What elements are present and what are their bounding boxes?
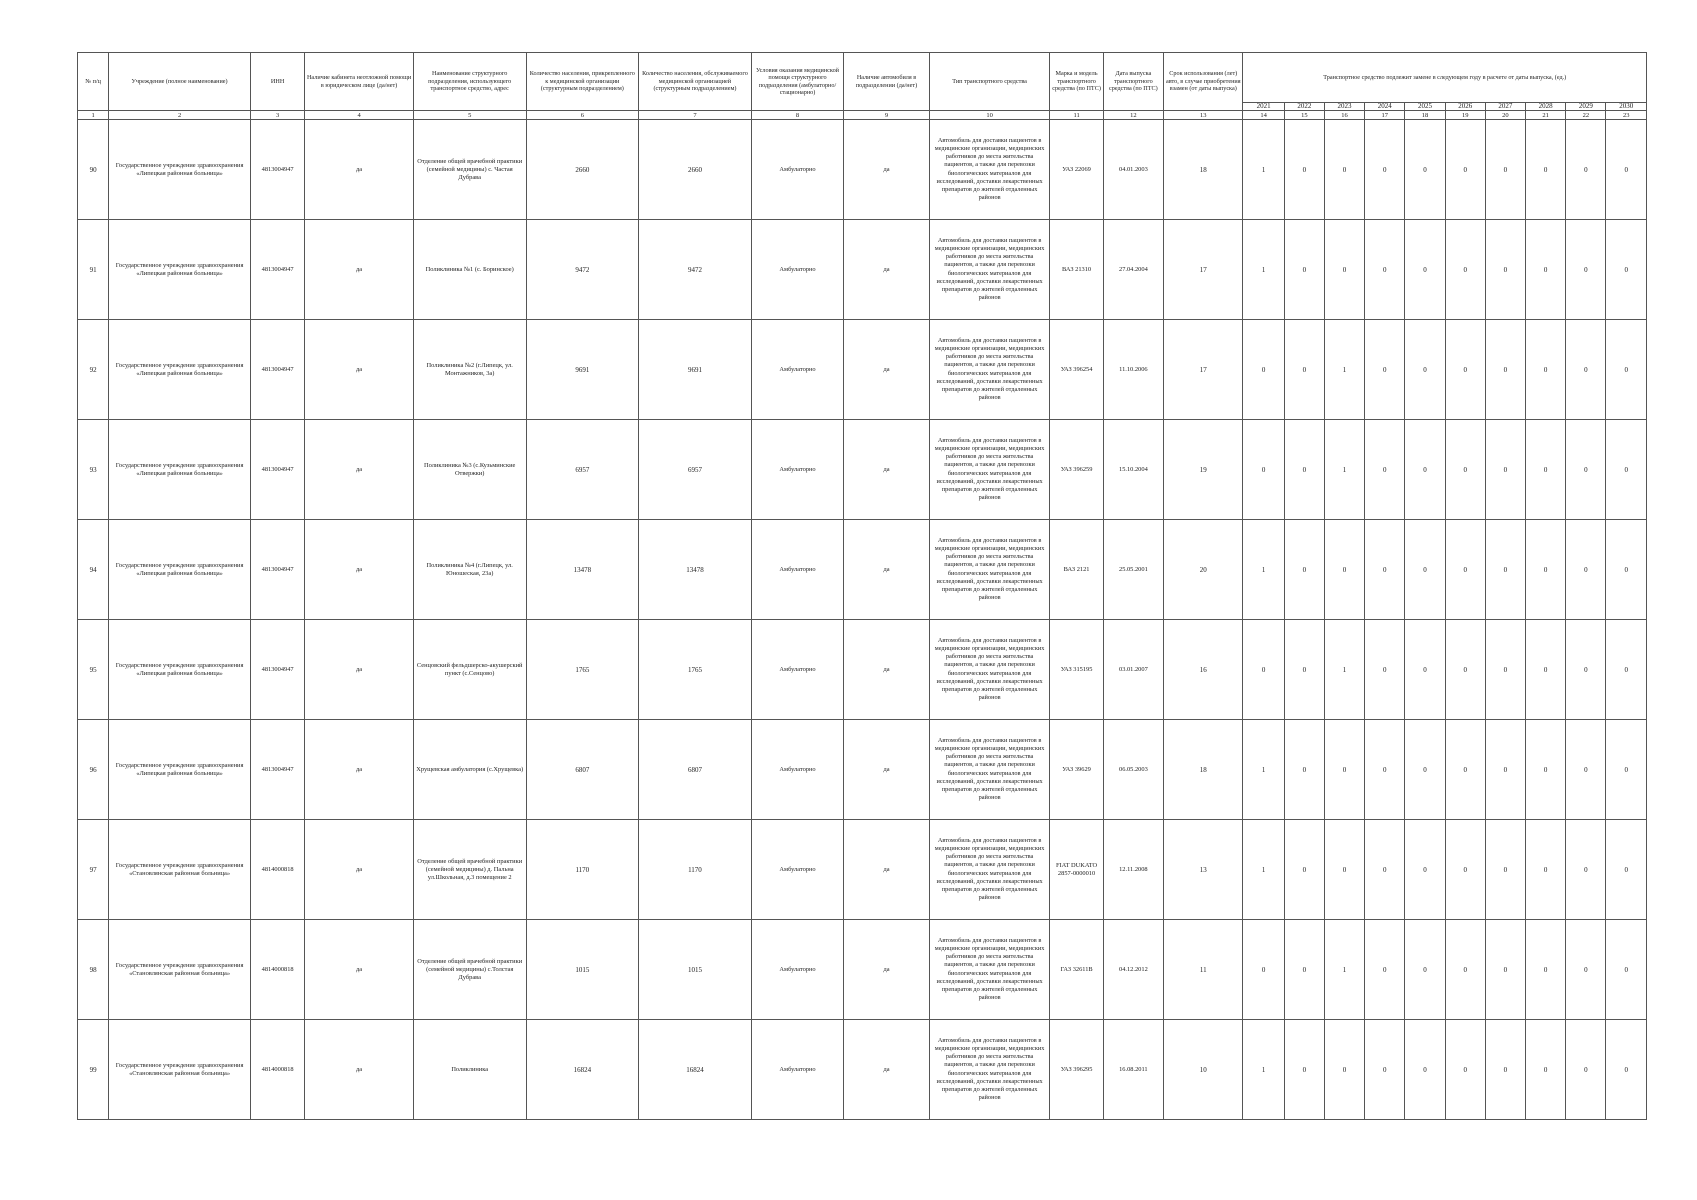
has-car-flag: да xyxy=(844,320,929,420)
unit-name: Поликлиника xyxy=(413,1020,526,1120)
has-car-flag: да xyxy=(844,220,929,320)
replacement-count: 0 xyxy=(1284,220,1324,320)
unit-name: Хрущевская амбулатория (с.Хрущевка) xyxy=(413,720,526,820)
year-header: 2021 xyxy=(1243,103,1284,111)
institution-name: Государственное учреждение здравоохранения «Становлянская районная больница» xyxy=(109,1020,251,1120)
served-population: 13478 xyxy=(639,520,752,620)
row-number: 94 xyxy=(78,520,109,620)
table-row xyxy=(78,520,1647,620)
column-number: 23 xyxy=(1606,111,1647,120)
replacement-count: 0 xyxy=(1445,520,1485,620)
column-number: 4 xyxy=(305,111,414,120)
replacement-count: 0 xyxy=(1405,1020,1445,1120)
row-number: 91 xyxy=(78,220,109,320)
column-number: 10 xyxy=(929,111,1050,120)
years-used: 13 xyxy=(1164,820,1243,920)
row-number: 93 xyxy=(78,420,109,520)
column-header: Учреждение (полное наименование) xyxy=(109,53,251,111)
replacement-count: 0 xyxy=(1243,920,1284,1020)
attached-population: 6807 xyxy=(526,720,639,820)
served-population: 6807 xyxy=(639,720,752,820)
replacement-count: 0 xyxy=(1284,1020,1324,1120)
replacement-count: 0 xyxy=(1606,720,1647,820)
replacement-count: 0 xyxy=(1606,420,1647,520)
column-number: 16 xyxy=(1324,111,1364,120)
replacement-count: 0 xyxy=(1485,1020,1525,1120)
has-car-flag: да xyxy=(844,120,929,220)
unit-name: Поликлиника №4 (г.Липецк, ул. Юношеская, 23а) xyxy=(413,520,526,620)
served-population: 1170 xyxy=(639,820,752,920)
release-date: 06.05.2003 xyxy=(1103,720,1163,820)
replacement-count: 0 xyxy=(1566,120,1606,220)
vehicle-model: УАЗ 315195 xyxy=(1050,620,1103,720)
served-population: 2660 xyxy=(639,120,752,220)
urgent-care-flag: да xyxy=(305,520,414,620)
served-population: 1015 xyxy=(639,920,752,1020)
column-header: Условия оказания медицинской помощи структурного подразделения (амбулаторно/ стационарно) xyxy=(751,53,844,111)
care-conditions: Амбулаторно xyxy=(751,820,844,920)
replacement-count: 0 xyxy=(1566,1020,1606,1120)
vehicle-type: Автомобиль для доставки пациентов в медицинские организации, медицинских работников до места жительства пациентов, а также для перевозки биологических материалов для исследований, доставки лекарственных препаратов до жителей отдаленных районов xyxy=(929,720,1050,820)
vehicle-type: Автомобиль для доставки пациентов в медицинские организации, медицинских работников до места жительства пациентов, а также для перевозки биологических материалов для исследований, доставки лекарственных препаратов до жителей отдаленных районов xyxy=(929,920,1050,1020)
unit-name: Отделение общей врачебной практики (семейной медицины) с.Толстая Дубрава xyxy=(413,920,526,1020)
column-number: 17 xyxy=(1365,111,1405,120)
has-car-flag: да xyxy=(844,1020,929,1120)
table-body xyxy=(78,120,1647,1120)
care-conditions: Амбулаторно xyxy=(751,120,844,220)
replacement-count: 1 xyxy=(1243,720,1284,820)
year-header: 2029 xyxy=(1566,103,1606,111)
column-numbers-row xyxy=(78,111,1647,120)
column-header: Дата выпуска транспортного средства (по ПТС) xyxy=(1103,53,1163,111)
row-number: 96 xyxy=(78,720,109,820)
attached-population: 1765 xyxy=(526,620,639,720)
has-car-flag: да xyxy=(844,520,929,620)
column-header: ИНН xyxy=(250,53,304,111)
release-date: 12.11.2008 xyxy=(1103,820,1163,920)
replacement-count: 0 xyxy=(1445,120,1485,220)
row-number: 99 xyxy=(78,1020,109,1120)
unit-name: Отделение общей врачебной практики (семейной медицины) д. Пальна ул.Школьная, д.3 помещение 2 xyxy=(413,820,526,920)
replacement-count: 0 xyxy=(1606,320,1647,420)
column-number: 7 xyxy=(639,111,752,120)
replacement-count: 0 xyxy=(1405,220,1445,320)
replacement-count: 0 xyxy=(1284,520,1324,620)
years-used: 17 xyxy=(1164,220,1243,320)
institution-name: Государственное учреждение здравоохранения «Липецкая районная больница» xyxy=(109,620,251,720)
care-conditions: Амбулаторно xyxy=(751,620,844,720)
replacement-count: 0 xyxy=(1365,720,1405,820)
column-number: 19 xyxy=(1445,111,1485,120)
unit-name: Поликлиника №2 (г.Липецк, ул. Монтажников, 3а) xyxy=(413,320,526,420)
release-date: 04.12.2012 xyxy=(1103,920,1163,1020)
replacement-count: 1 xyxy=(1324,920,1364,1020)
vehicle-model: FIAT DUKATO 2857-0000010 xyxy=(1050,820,1103,920)
column-header: Количество населения, обслуживаемого медицинской организацией (структурным подразделением) xyxy=(639,53,752,111)
replacement-count: 0 xyxy=(1445,420,1485,520)
institution-name: Государственное учреждение здравоохранения «Липецкая районная больница» xyxy=(109,520,251,620)
year-header: 2022 xyxy=(1284,103,1324,111)
attached-population: 1170 xyxy=(526,820,639,920)
replacement-count: 0 xyxy=(1485,620,1525,720)
replacement-count: 0 xyxy=(1445,920,1485,1020)
vehicle-model: УАЗ 39629 xyxy=(1050,720,1103,820)
replacement-count: 0 xyxy=(1526,120,1566,220)
vehicle-model: УАЗ 22069 xyxy=(1050,120,1103,220)
urgent-care-flag: да xyxy=(305,220,414,320)
attached-population: 9472 xyxy=(526,220,639,320)
release-date: 04.01.2003 xyxy=(1103,120,1163,220)
replacement-count: 0 xyxy=(1284,120,1324,220)
institution-name: Государственное учреждение здравоохранения «Становлянская районная больница» xyxy=(109,920,251,1020)
inn-value: 4813004947 xyxy=(250,420,304,520)
column-number: 5 xyxy=(413,111,526,120)
table-row xyxy=(78,420,1647,520)
column-number: 1 xyxy=(78,111,109,120)
replacement-count: 0 xyxy=(1243,420,1284,520)
inn-value: 4813004947 xyxy=(250,120,304,220)
column-header: Наличие автомобиля в подразделении (да/нет) xyxy=(844,53,929,111)
unit-name: Сенцовский фельдшерско-акушерский пункт (с.Сенцово) xyxy=(413,620,526,720)
unit-name: Поликлиника №3 (с.Кузьминские Отвержки) xyxy=(413,420,526,520)
vehicle-type: Автомобиль для доставки пациентов в медицинские организации, медицинских работников до места жительства пациентов, а также для перевозки биологических материалов для исследований, доставки лекарственных препаратов до жителей отдаленных районов xyxy=(929,820,1050,920)
inn-value: 4814000818 xyxy=(250,820,304,920)
attached-population: 13478 xyxy=(526,520,639,620)
release-date: 15.10.2004 xyxy=(1103,420,1163,520)
table-row xyxy=(78,620,1647,720)
replacement-count: 0 xyxy=(1566,520,1606,620)
institution-name: Государственное учреждение здравоохранения «Липецкая районная больница» xyxy=(109,320,251,420)
urgent-care-flag: да xyxy=(305,720,414,820)
replacement-count: 0 xyxy=(1284,320,1324,420)
replacement-count: 0 xyxy=(1445,1020,1485,1120)
institution-name: Государственное учреждение здравоохранения «Становлянская районная больница» xyxy=(109,820,251,920)
urgent-care-flag: да xyxy=(305,120,414,220)
replacement-count: 1 xyxy=(1243,120,1284,220)
replacement-count: 0 xyxy=(1324,820,1364,920)
urgent-care-flag: да xyxy=(305,620,414,720)
release-date: 25.05.2001 xyxy=(1103,520,1163,620)
replacement-count: 0 xyxy=(1365,320,1405,420)
replacement-count: 0 xyxy=(1606,520,1647,620)
column-number: 14 xyxy=(1243,111,1284,120)
year-header: 2023 xyxy=(1324,103,1364,111)
replacement-count: 0 xyxy=(1365,920,1405,1020)
column-header: Наличие кабинета неотложной помощи в юридическом лице (да/нет) xyxy=(305,53,414,111)
replacement-count: 0 xyxy=(1485,320,1525,420)
replacement-count: 1 xyxy=(1243,520,1284,620)
column-header: Тип транспортного средства xyxy=(929,53,1050,111)
column-number: 13 xyxy=(1164,111,1243,120)
vehicle-model: ВАЗ 2121 xyxy=(1050,520,1103,620)
replacement-count: 0 xyxy=(1566,320,1606,420)
year-header: 2026 xyxy=(1445,103,1485,111)
replacement-count: 1 xyxy=(1243,820,1284,920)
replacement-count: 0 xyxy=(1526,220,1566,320)
replacement-count: 0 xyxy=(1405,320,1445,420)
replacement-count: 0 xyxy=(1284,720,1324,820)
urgent-care-flag: да xyxy=(305,320,414,420)
replacement-count: 0 xyxy=(1365,1020,1405,1120)
institution-name: Государственное учреждение здравоохранения «Липецкая районная больница» xyxy=(109,120,251,220)
replacement-count: 0 xyxy=(1243,620,1284,720)
release-date: 11.10.2006 xyxy=(1103,320,1163,420)
replacement-count: 0 xyxy=(1445,720,1485,820)
replacement-count: 0 xyxy=(1324,720,1364,820)
replacement-count: 0 xyxy=(1526,320,1566,420)
care-conditions: Амбулаторно xyxy=(751,220,844,320)
table-row xyxy=(78,220,1647,320)
replacement-count: 0 xyxy=(1606,120,1647,220)
urgent-care-flag: да xyxy=(305,820,414,920)
unit-name: Поликлиника №1 (с. Боринское) xyxy=(413,220,526,320)
column-number: 3 xyxy=(250,111,304,120)
replacement-count: 0 xyxy=(1485,120,1525,220)
replacement-count: 0 xyxy=(1485,420,1525,520)
column-header: № п/ц xyxy=(78,53,109,111)
attached-population: 9691 xyxy=(526,320,639,420)
column-header: Срок использования (лет) авто, в случае приобретения взамен (от даты выпуска) xyxy=(1164,53,1243,111)
vehicle-type: Автомобиль для доставки пациентов в медицинские организации, медицинских работников до места жительства пациентов, а также для перевозки биологических материалов для исследований, доставки лекарственных препаратов до жителей отдаленных районов xyxy=(929,420,1050,520)
replacement-count: 0 xyxy=(1445,220,1485,320)
table-row xyxy=(78,920,1647,1020)
replacement-count: 0 xyxy=(1405,720,1445,820)
table-row xyxy=(78,320,1647,420)
column-number: 12 xyxy=(1103,111,1163,120)
column-number: 21 xyxy=(1526,111,1566,120)
replacement-count: 0 xyxy=(1324,1020,1364,1120)
replacement-count: 0 xyxy=(1526,620,1566,720)
replacement-count: 1 xyxy=(1324,320,1364,420)
vehicle-type: Автомобиль для доставки пациентов в медицинские организации, медицинских работников до места жительства пациентов, а также для перевозки биологических материалов для исследований, доставки лекарственных препаратов до жителей отдаленных районов xyxy=(929,320,1050,420)
column-number: 9 xyxy=(844,111,929,120)
replacement-count: 0 xyxy=(1405,820,1445,920)
years-used: 20 xyxy=(1164,520,1243,620)
replacement-count: 0 xyxy=(1566,920,1606,1020)
replacement-count: 0 xyxy=(1324,520,1364,620)
release-date: 16.08.2011 xyxy=(1103,1020,1163,1120)
replacement-count: 0 xyxy=(1284,420,1324,520)
care-conditions: Амбулаторно xyxy=(751,320,844,420)
vehicle-type: Автомобиль для доставки пациентов в медицинские организации, медицинских работников до места жительства пациентов, а также для перевозки биологических материалов для исследований, доставки лекарственных препаратов до жителей отдаленных районов xyxy=(929,220,1050,320)
replacement-count: 0 xyxy=(1606,220,1647,320)
replacement-count: 0 xyxy=(1445,820,1485,920)
vehicle-type: Автомобиль для доставки пациентов в медицинские организации, медицинских работников до места жительства пациентов, а также для перевозки биологических материалов для исследований, доставки лекарственных препаратов до жителей отдаленных районов xyxy=(929,520,1050,620)
inn-value: 4814000818 xyxy=(250,920,304,1020)
institution-name: Государственное учреждение здравоохранения «Липецкая районная больница» xyxy=(109,720,251,820)
replacement-count: 0 xyxy=(1526,420,1566,520)
has-car-flag: да xyxy=(844,820,929,920)
year-header: 2024 xyxy=(1365,103,1405,111)
inn-value: 4813004947 xyxy=(250,220,304,320)
replacement-count: 0 xyxy=(1485,520,1525,620)
column-number: 11 xyxy=(1050,111,1103,120)
vehicle-type: Автомобиль для доставки пациентов в медицинские организации, медицинских работников до места жительства пациентов, а также для перевозки биологических материалов для исследований, доставки лекарственных препаратов до жителей отдаленных районов xyxy=(929,1020,1050,1120)
care-conditions: Амбулаторно xyxy=(751,1020,844,1120)
years-used: 10 xyxy=(1164,1020,1243,1120)
column-number: 20 xyxy=(1485,111,1525,120)
served-population: 9472 xyxy=(639,220,752,320)
year-header: 2030 xyxy=(1606,103,1647,111)
vehicle-model: УАЗ 396254 xyxy=(1050,320,1103,420)
replacement-count: 0 xyxy=(1405,120,1445,220)
replacement-count: 0 xyxy=(1566,620,1606,720)
replacement-count: 0 xyxy=(1485,720,1525,820)
served-population: 9691 xyxy=(639,320,752,420)
vehicle-model: ГАЗ 32611В xyxy=(1050,920,1103,1020)
inn-value: 4813004947 xyxy=(250,320,304,420)
care-conditions: Амбулаторно xyxy=(751,720,844,820)
release-date: 27.04.2004 xyxy=(1103,220,1163,320)
vehicle-replacement-table xyxy=(77,52,1647,1120)
has-car-flag: да xyxy=(844,420,929,520)
replacement-count: 1 xyxy=(1243,220,1284,320)
replacement-count: 0 xyxy=(1606,920,1647,1020)
urgent-care-flag: да xyxy=(305,920,414,1020)
served-population: 6957 xyxy=(639,420,752,520)
table-row xyxy=(78,120,1647,220)
replacement-count: 0 xyxy=(1485,220,1525,320)
replacement-count: 0 xyxy=(1405,620,1445,720)
replacement-count: 0 xyxy=(1405,920,1445,1020)
replacement-count: 0 xyxy=(1445,320,1485,420)
table-header xyxy=(78,53,1647,120)
replacement-count: 0 xyxy=(1606,820,1647,920)
column-number: 6 xyxy=(526,111,639,120)
care-conditions: Амбулаторно xyxy=(751,920,844,1020)
attached-population: 16824 xyxy=(526,1020,639,1120)
replacement-count: 0 xyxy=(1324,120,1364,220)
inn-value: 4813004947 xyxy=(250,520,304,620)
vehicle-model: УАЗ 396259 xyxy=(1050,420,1103,520)
replacement-count: 0 xyxy=(1566,820,1606,920)
column-header: Наименование структурного подразделения, использующего транспортное средство, адрес xyxy=(413,53,526,111)
unit-name: Отделение общей врачебной практики (семейной медицины) с. Частая Дубрава xyxy=(413,120,526,220)
year-header: 2027 xyxy=(1485,103,1525,111)
replacement-count: 0 xyxy=(1365,220,1405,320)
column-number: 18 xyxy=(1405,111,1445,120)
document-sheet xyxy=(77,52,1647,1120)
replacement-count: 0 xyxy=(1365,820,1405,920)
replacement-count: 1 xyxy=(1324,420,1364,520)
vehicle-model: УАЗ 396295 xyxy=(1050,1020,1103,1120)
year-header: 2025 xyxy=(1405,103,1445,111)
years-used: 16 xyxy=(1164,620,1243,720)
row-number: 92 xyxy=(78,320,109,420)
row-number: 97 xyxy=(78,820,109,920)
years-used: 17 xyxy=(1164,320,1243,420)
vehicle-model: ВАЗ 21310 xyxy=(1050,220,1103,320)
replacement-count: 0 xyxy=(1526,920,1566,1020)
year-header: 2028 xyxy=(1526,103,1566,111)
served-population: 16824 xyxy=(639,1020,752,1120)
vehicle-type: Автомобиль для доставки пациентов в медицинские организации, медицинских работников до места жительства пациентов, а также для перевозки биологических материалов для исследований, доставки лекарственных препаратов до жителей отдаленных районов xyxy=(929,620,1050,720)
institution-name: Государственное учреждение здравоохранения «Липецкая районная больница» xyxy=(109,220,251,320)
has-car-flag: да xyxy=(844,720,929,820)
replacement-count: 0 xyxy=(1485,920,1525,1020)
replacement-count: 0 xyxy=(1365,620,1405,720)
table-row xyxy=(78,720,1647,820)
inn-value: 4814000818 xyxy=(250,1020,304,1120)
row-number: 95 xyxy=(78,620,109,720)
replacement-count: 1 xyxy=(1243,1020,1284,1120)
replacement-count: 0 xyxy=(1284,820,1324,920)
table-row xyxy=(78,1020,1647,1120)
years-used: 18 xyxy=(1164,720,1243,820)
replacement-count: 0 xyxy=(1324,220,1364,320)
column-header: Количество населения, прикрепленного к медицинской организации (структурным подразделением) xyxy=(526,53,639,111)
release-date: 03.01.2007 xyxy=(1103,620,1163,720)
row-number: 98 xyxy=(78,920,109,1020)
attached-population: 2660 xyxy=(526,120,639,220)
column-header: Марка и модель транспортного средства (по ПТС) xyxy=(1050,53,1103,111)
replacement-count: 0 xyxy=(1526,720,1566,820)
column-number: 15 xyxy=(1284,111,1324,120)
has-car-flag: да xyxy=(844,620,929,720)
replacement-count: 0 xyxy=(1405,420,1445,520)
replacement-count: 0 xyxy=(1243,320,1284,420)
replacement-count: 0 xyxy=(1365,120,1405,220)
replacement-count: 1 xyxy=(1324,620,1364,720)
row-number: 90 xyxy=(78,120,109,220)
replacement-count: 0 xyxy=(1566,720,1606,820)
urgent-care-flag: да xyxy=(305,420,414,520)
care-conditions: Амбулаторно xyxy=(751,520,844,620)
years-used: 11 xyxy=(1164,920,1243,1020)
years-used: 18 xyxy=(1164,120,1243,220)
replacement-count: 0 xyxy=(1284,620,1324,720)
attached-population: 6957 xyxy=(526,420,639,520)
attached-population: 1015 xyxy=(526,920,639,1020)
urgent-care-flag: да xyxy=(305,1020,414,1120)
column-number: 8 xyxy=(751,111,844,120)
header-row xyxy=(78,53,1647,103)
replacement-count: 0 xyxy=(1566,220,1606,320)
vehicle-type: Автомобиль для доставки пациентов в медицинские организации, медицинских работников до места жительства пациентов, а также для перевозки биологических материалов для исследований, доставки лекарственных препаратов до жителей отдаленных районов xyxy=(929,120,1050,220)
column-number: 22 xyxy=(1566,111,1606,120)
replacement-header: Транспортное средство подлежит замене в следующем году в расчете от даты выпуска, (ед.) xyxy=(1243,53,1647,103)
replacement-count: 0 xyxy=(1526,820,1566,920)
column-number: 2 xyxy=(109,111,251,120)
table-row xyxy=(78,820,1647,920)
care-conditions: Амбулаторно xyxy=(751,420,844,520)
replacement-count: 0 xyxy=(1485,820,1525,920)
replacement-count: 0 xyxy=(1405,520,1445,620)
replacement-count: 0 xyxy=(1526,520,1566,620)
replacement-count: 0 xyxy=(1526,1020,1566,1120)
replacement-count: 0 xyxy=(1445,620,1485,720)
institution-name: Государственное учреждение здравоохранения «Липецкая районная больница» xyxy=(109,420,251,520)
inn-value: 4813004947 xyxy=(250,620,304,720)
replacement-count: 0 xyxy=(1365,420,1405,520)
served-population: 1765 xyxy=(639,620,752,720)
replacement-count: 0 xyxy=(1606,620,1647,720)
replacement-count: 0 xyxy=(1365,520,1405,620)
inn-value: 4813004947 xyxy=(250,720,304,820)
years-used: 19 xyxy=(1164,420,1243,520)
replacement-count: 0 xyxy=(1606,1020,1647,1120)
has-car-flag: да xyxy=(844,920,929,1020)
replacement-count: 0 xyxy=(1566,420,1606,520)
replacement-count: 0 xyxy=(1284,920,1324,1020)
